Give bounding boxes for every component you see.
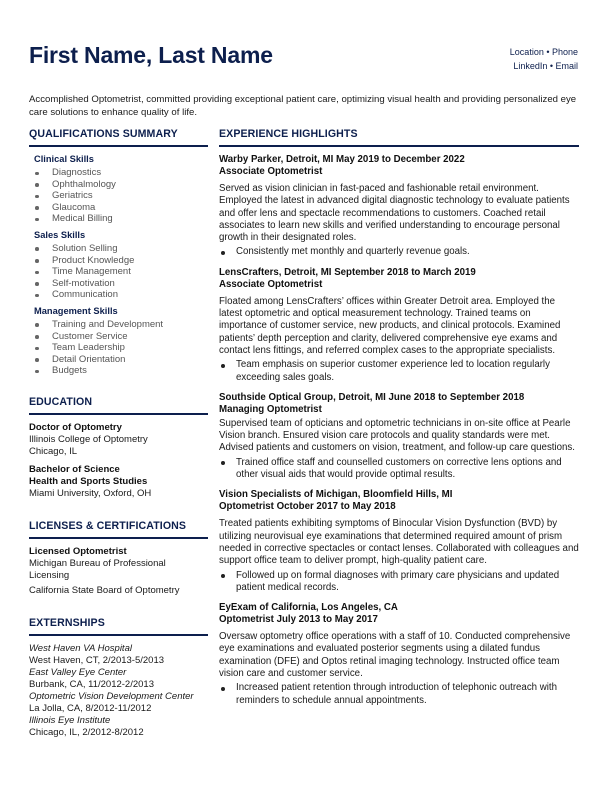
job-company-dates: Southside Optical Group, Detroit, MI June 2018 to September 2018 bbox=[219, 391, 525, 403]
externship-list bbox=[29, 643, 208, 739]
skill-list-clinical bbox=[34, 167, 208, 225]
job-role: Managing Optometrist bbox=[219, 403, 322, 415]
externship-place: East Valley Eye Center bbox=[29, 666, 127, 678]
job-description: Supervised team of opticians and optometric technicians in on-site office at Pearle Vision branch. Ensured vision care protocols and quality standards were met. Advised patients and customers on vision, treatment, and follow-up care questions. bbox=[219, 417, 575, 454]
skill-item: Training and Development bbox=[34, 319, 208, 331]
school: Illinois College of Optometry bbox=[29, 433, 148, 445]
job-role: Associate Optometrist bbox=[219, 166, 323, 177]
skill-item: Time Management bbox=[34, 266, 208, 278]
education-entry bbox=[29, 464, 208, 500]
job-entry bbox=[219, 392, 579, 481]
externship-detail: La Jolla, CA, 8/2012-11/2012 bbox=[29, 702, 152, 714]
field-of-study: Health and Sports Studies bbox=[29, 475, 148, 487]
externship-detail: West Haven, CT, 2/2013-5/2013 bbox=[29, 654, 165, 666]
skill-item: Glaucoma bbox=[34, 202, 208, 214]
skill-item: Geriatrics bbox=[34, 190, 208, 202]
job-entry bbox=[219, 602, 579, 707]
degree: Bachelor of Science bbox=[29, 463, 120, 475]
job-company-dates: LensCrafters, Detroit, MI September 2018 to March 2019 bbox=[219, 266, 476, 278]
qualifications-heading: QUALIFICATIONS SUMMARY bbox=[29, 128, 208, 147]
job-role: Associate Optometrist bbox=[219, 278, 323, 290]
externship-detail: Chicago, IL, 2/2012-8/2012 bbox=[29, 726, 144, 738]
job-company-dates: Warby Parker, Detroit, MI May 2019 to December 2022 bbox=[219, 154, 465, 165]
job-description: Served as vision clinician in fast-paced and fashionable retail environment. Employed the latest in advanced digital diagnostic technology to evaluate patients and offer lens and spectacle recommendations to customers. Coached retail associates to learn new skills and verified understanding to encourage personal growth in their designated roles. bbox=[219, 183, 570, 244]
skill-item: Solution Selling bbox=[34, 243, 208, 255]
job-description: Floated among LensCrafters’ offices within Greater Detroit area. Employed the latest optometric and optical measurement technology. Trained teams on importance of customer service, new products, and clinical protocols. Examined patients’ depth perception and clarity, delivered comprehensive eye exams and contact lens fittings, and referred complex cases to the appropriate specialists. bbox=[219, 295, 561, 356]
contact-location-phone: Location • Phone bbox=[509, 47, 578, 57]
job-company-location: Vision Specialists of Michigan, Bloomfield Hills, MI bbox=[219, 489, 453, 501]
job-achievement: Team emphasis on superior customer experience led to location regularly exceeding sales goals. bbox=[219, 359, 579, 384]
skill-group-title: Management Skills bbox=[34, 305, 118, 316]
externship-place: West Haven VA Hospital bbox=[29, 642, 132, 654]
skill-item: Budgets bbox=[34, 365, 208, 377]
licenses-heading: LICENSES & CERTIFICATIONS bbox=[29, 520, 208, 539]
contact-info bbox=[510, 45, 578, 73]
degree: Doctor of Optometry bbox=[29, 421, 122, 433]
education-entry bbox=[29, 422, 208, 458]
externship-detail: Burbank, CA, 11/2012-2/2013 bbox=[29, 678, 154, 690]
externship-place: Optometric Vision Development Center bbox=[29, 690, 194, 702]
job-description: Treated patients exhibiting symptoms of Binocular Vision Dysfunction (BVD) by utilizing neurovisual eye examinations that determined required amount of prism needed in corrective spectacles or contact lenses. Collaborated with colleagues and support office team to deliver prompt, high-quality patient care. bbox=[219, 518, 579, 567]
left-column bbox=[29, 128, 208, 745]
skill-item: Self-motivation bbox=[34, 278, 208, 290]
skill-group-title: Clinical Skills bbox=[34, 154, 94, 164]
job-company-location: EyExam of California, Los Angeles, CA bbox=[219, 602, 398, 614]
skill-group-title: Sales Skills bbox=[34, 229, 86, 240]
license-issuer: California State Board of Optometry bbox=[29, 584, 180, 596]
skill-item: Communication bbox=[34, 289, 208, 301]
job-achievement: Increased patient retention through introduction of telephonic outreach with reminders to schedule annual appointments. bbox=[219, 682, 579, 707]
job-entry bbox=[219, 489, 579, 594]
skill-item: Diagnostics bbox=[34, 167, 208, 179]
job-achievement: Trained office staff and counselled customers on corrective lens options and other visual aids that would provide optimal results. bbox=[219, 457, 579, 482]
skill-item: Product Knowledge bbox=[34, 255, 208, 267]
job-entry bbox=[219, 267, 579, 384]
education-heading: EDUCATION bbox=[29, 396, 208, 415]
professional-summary: Accomplished Optometrist, committed providing exceptional patient care, optimizing visual health and providing personalized eye care solutions to enhance quality of life. bbox=[29, 94, 577, 118]
skill-list-sales bbox=[34, 243, 208, 301]
skill-item: Ophthalmology bbox=[34, 179, 208, 191]
license-entry bbox=[29, 546, 208, 597]
skill-item: Customer Service bbox=[34, 331, 208, 343]
license-issuer: Michigan Bureau of Professional Licensing bbox=[29, 557, 166, 581]
skill-item: Team Leadership bbox=[34, 342, 208, 354]
skill-list-management bbox=[34, 319, 208, 377]
job-role-dates: Optometrist October 2017 to May 2018 bbox=[219, 501, 396, 513]
school-location: Chicago, IL bbox=[29, 445, 78, 457]
contact-linkedin-email: LinkedIn • Email bbox=[513, 61, 578, 71]
experience-heading: EXPERIENCE HIGHLIGHTS bbox=[219, 128, 579, 147]
externship-place: Illinois Eye Institute bbox=[29, 714, 111, 726]
skill-item: Medical Billing bbox=[34, 213, 208, 225]
externships-heading: EXTERNSHIPS bbox=[29, 617, 208, 636]
job-achievement: Followed up on formal diagnoses with primary care physicians and updated patient medical records. bbox=[219, 570, 579, 595]
right-column bbox=[219, 128, 579, 715]
license-title: Licensed Optometrist bbox=[29, 545, 127, 557]
school: Miami University, Oxford, OH bbox=[29, 487, 152, 499]
job-role-dates: Optometrist July 2013 to May 2017 bbox=[219, 614, 378, 626]
job-description: Oversaw optometry office operations with a staff of 10. Conducted comprehensive eye examinations and evaluated posterior segments using a dilated fundus examination (DFE) and Optos retinal imaging technology. Instructed office team vision care and customer service. bbox=[219, 631, 571, 680]
skill-item: Detail Orientation bbox=[34, 354, 208, 366]
job-achievement: Consistently met monthly and quarterly revenue goals. bbox=[219, 246, 579, 258]
job-entry bbox=[219, 154, 579, 259]
candidate-name: First Name, Last Name bbox=[29, 42, 273, 68]
